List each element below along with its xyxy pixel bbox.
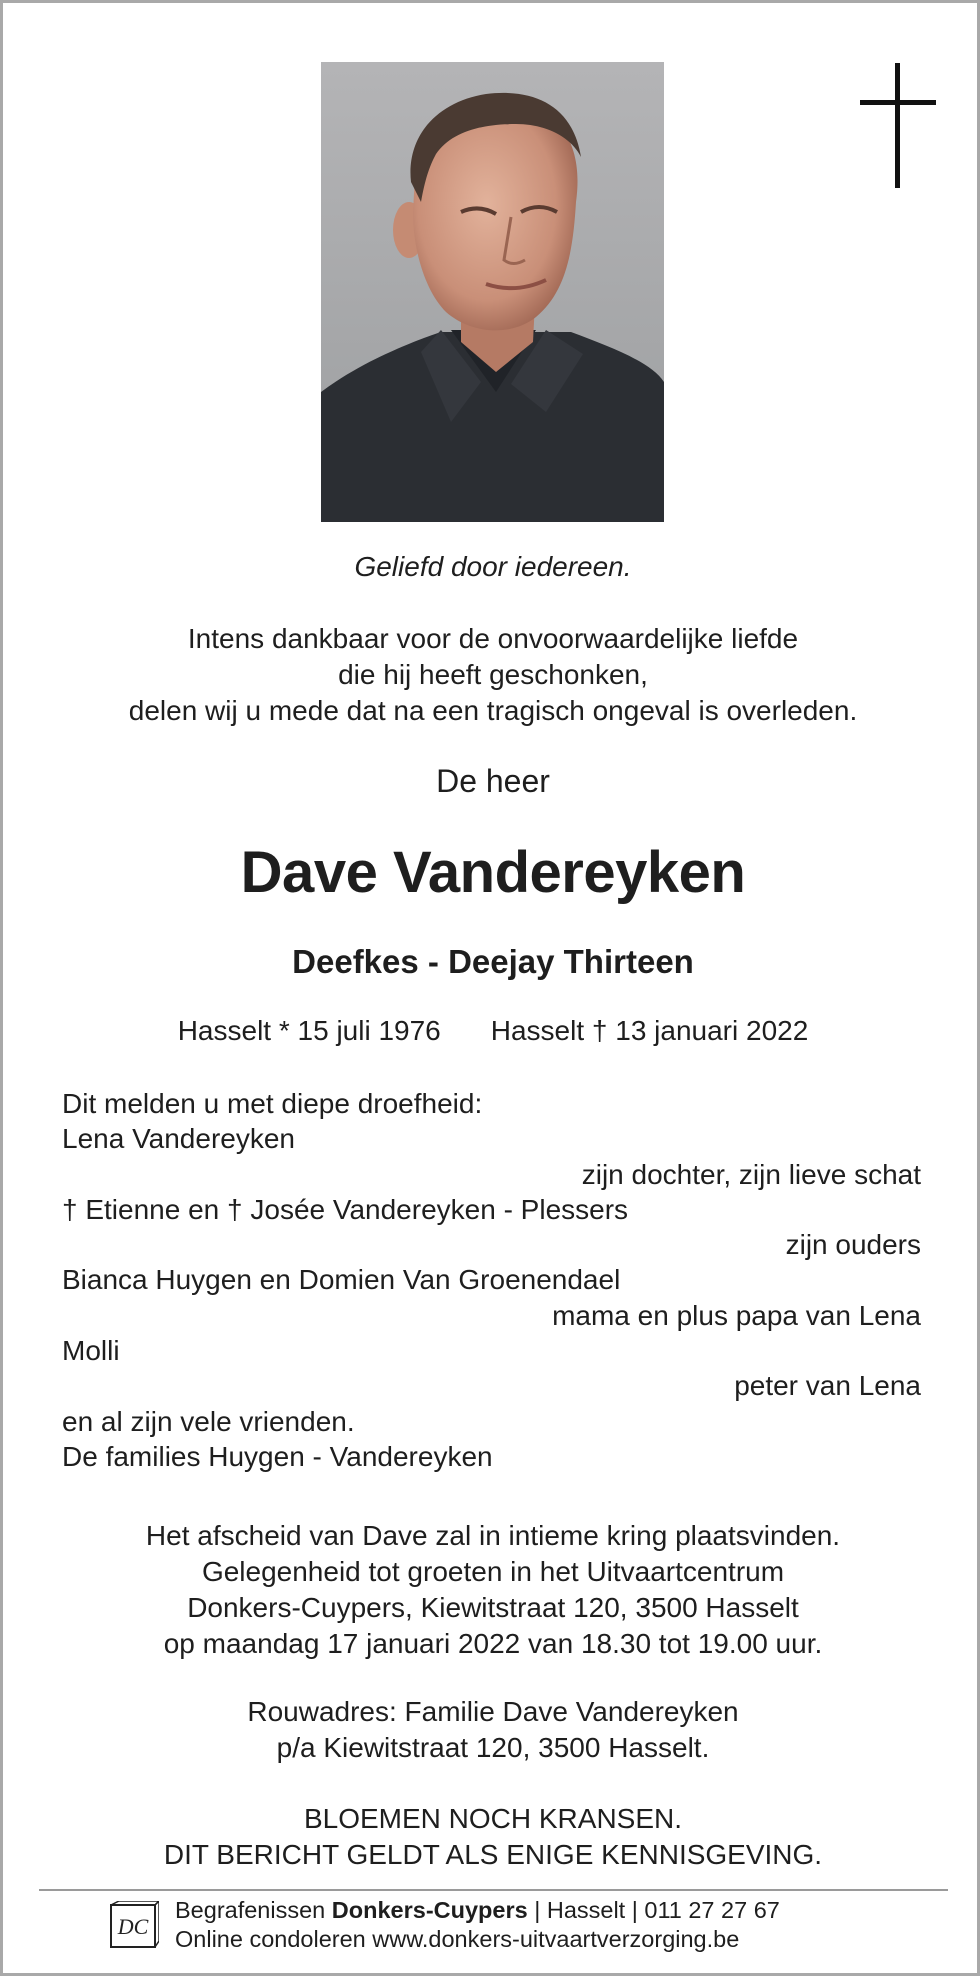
notice-line: BLOEMEN NOCH KRANSEN. (303, 1803, 683, 1834)
family-relation: zijn ouders (785, 1229, 921, 1261)
mourning-address (3, 1694, 980, 1766)
footer (175, 1896, 780, 1954)
intro-line: die hij heeft geschonken, (338, 659, 648, 690)
life-dates (3, 1015, 980, 1047)
family-heading: Dit melden u met diepe droefheid: (62, 1088, 483, 1119)
family-relation: peter van Lena (734, 1370, 921, 1402)
motto: Geliefd door iedereen. (354, 551, 632, 582)
address-line: p/a Kiewitstraat 120, 3500 Hasselt. (276, 1732, 710, 1763)
family-line: Bianca Huygen en Domien Van Groenendael (62, 1264, 621, 1296)
ceremony-line: Het afscheid van Dave zal in intieme kring plaatsvinden. (145, 1520, 841, 1551)
portrait-photo (321, 62, 664, 522)
funeral-home-line: Begrafenissen Donkers-Cuypers | Hasselt | 011 27 27 67 (175, 1897, 780, 1923)
family-list (62, 1086, 921, 1474)
condolence-link[interactable]: Online condoleren www.donkers-uitvaartverzorging.be (175, 1926, 740, 1952)
birth-date: Hasselt * 15 juli 1976 (177, 1015, 441, 1046)
nickname: Deefkes - Deejay Thirteen (292, 943, 694, 980)
footer-divider (39, 1889, 948, 1891)
family-relation: zijn dochter, zijn lieve schat (581, 1158, 921, 1190)
honorific: De heer (436, 763, 550, 799)
family-line: De families Huygen - Vandereyken (62, 1440, 493, 1472)
ceremony-info (3, 1518, 980, 1662)
family-line: Lena Vandereyken (62, 1123, 295, 1155)
ceremony-line: op maandag 17 januari 2022 van 18.30 tot 19.00 uur. (163, 1628, 823, 1659)
intro-line: Intens dankbaar voor de onvoorwaardelijke liefde (187, 623, 799, 654)
funeral-home-logo (109, 1901, 159, 1951)
svg-text:DC: DC (117, 1914, 149, 1939)
funeral-home-name: Donkers-Cuypers (331, 1897, 528, 1923)
notice (3, 1801, 980, 1873)
death-date: Hasselt † 13 januari 2022 (490, 1015, 809, 1046)
notice-line: DIT BERICHT GELDT ALS ENIGE KENNISGEVING. (163, 1839, 823, 1870)
address-line: Rouwadres: Familie Dave Vandereyken (247, 1696, 739, 1727)
ceremony-line: Gelegenheid tot groeten in het Uitvaartcentrum (201, 1556, 785, 1587)
family-relation: mama en plus papa van Lena (552, 1299, 921, 1331)
intro-text (3, 621, 980, 729)
family-line: en al zijn vele vrienden. (62, 1405, 355, 1437)
deceased-name: Dave Vandereyken (240, 840, 746, 905)
intro-line: delen wij u mede dat na een tragisch ongeval is overleden. (128, 695, 858, 726)
latin-cross-icon (860, 63, 936, 188)
family-line: Molli (62, 1335, 120, 1367)
ceremony-line: Donkers-Cuypers, Kiewitstraat 120, 3500 Hasselt (187, 1592, 799, 1623)
family-line: † Etienne en † Josée Vandereyken - Plessers (62, 1193, 629, 1225)
